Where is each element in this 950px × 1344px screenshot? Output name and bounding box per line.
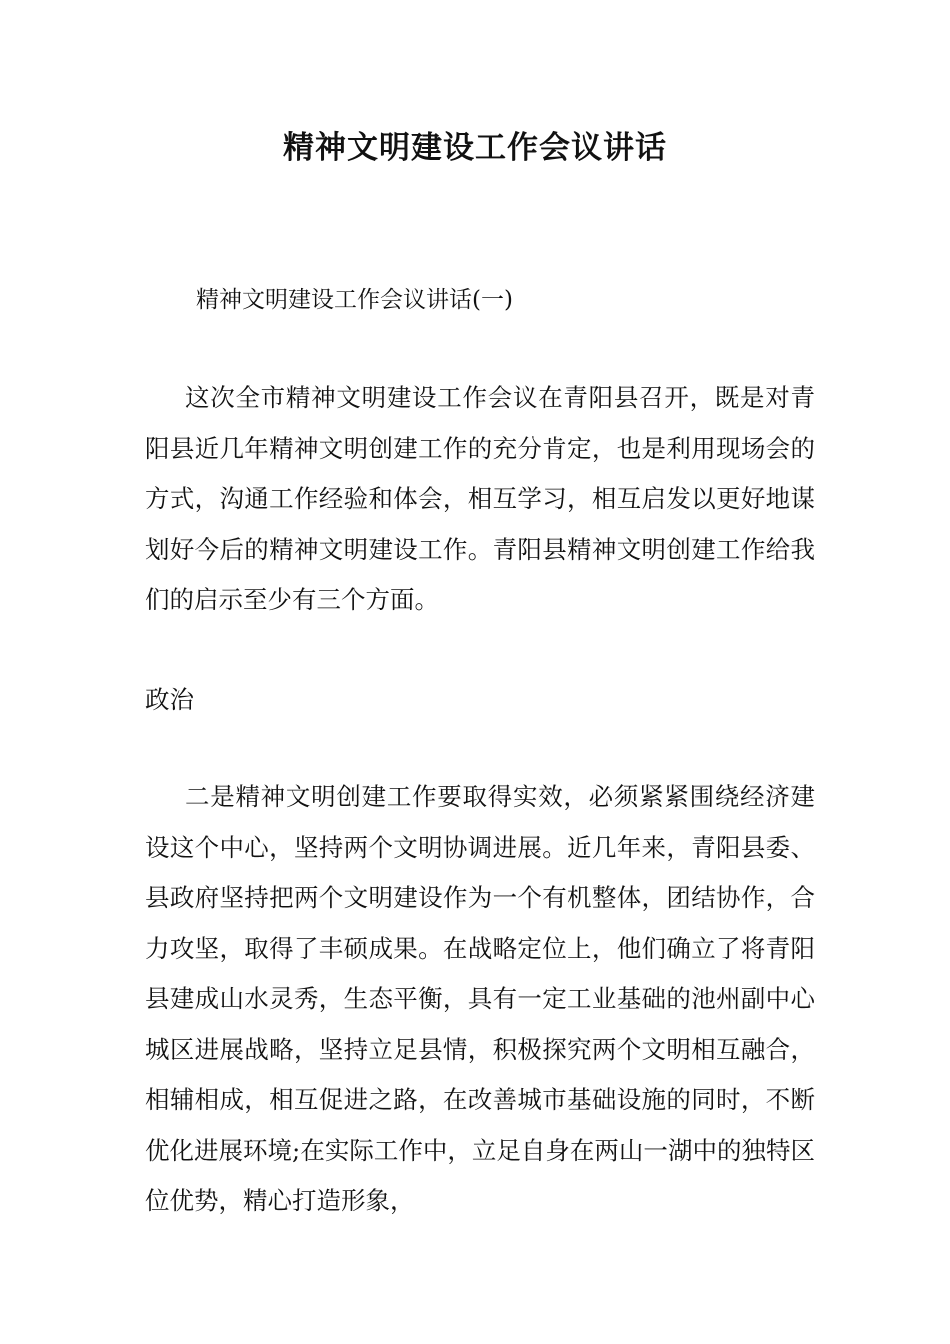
paragraph-heading-politics: 政治 xyxy=(145,685,194,714)
paragraph-intro: 这次全市精神文明建设工作会议在青阳县召开，既是对青阳县近几年精神文明创建工作的充分肯定，也是利用现场会的方式，沟通工作经验和体会，相互学习，相互启发以更好地谋划好今后的精神文明建设工作。青阳县精神文明创建工作给我们的启示至少有三个方面。 xyxy=(145,383,815,614)
document-subtitle: 精神文明建设工作会议讲话(一) xyxy=(196,287,513,313)
paragraph-second-point: 二是精神文明创建工作要取得实效，必须紧紧围绕经济建设这个中心，坚持两个文明协调进展。近几年来，青阳县委、县政府坚持把两个文明建设作为一个有机整体，团结协作，合力攻坚，取得了丰硕成果。在战略定位上，他们确立了将青阳县建成山水灵秀，生态平衡，具有一定工业基础的池州副中心城区进展战略，坚持立足县情，积极探究两个文明相互融合，相辅相成，相互促进之路，在改善城市基础设施的同时，不断优化进展环境;在实际工作中，立足自身在两山一湖中的独特区位优势，精心打造形象， xyxy=(145,782,815,1215)
document-title: 精神文明建设工作会议讲话 xyxy=(283,130,667,166)
